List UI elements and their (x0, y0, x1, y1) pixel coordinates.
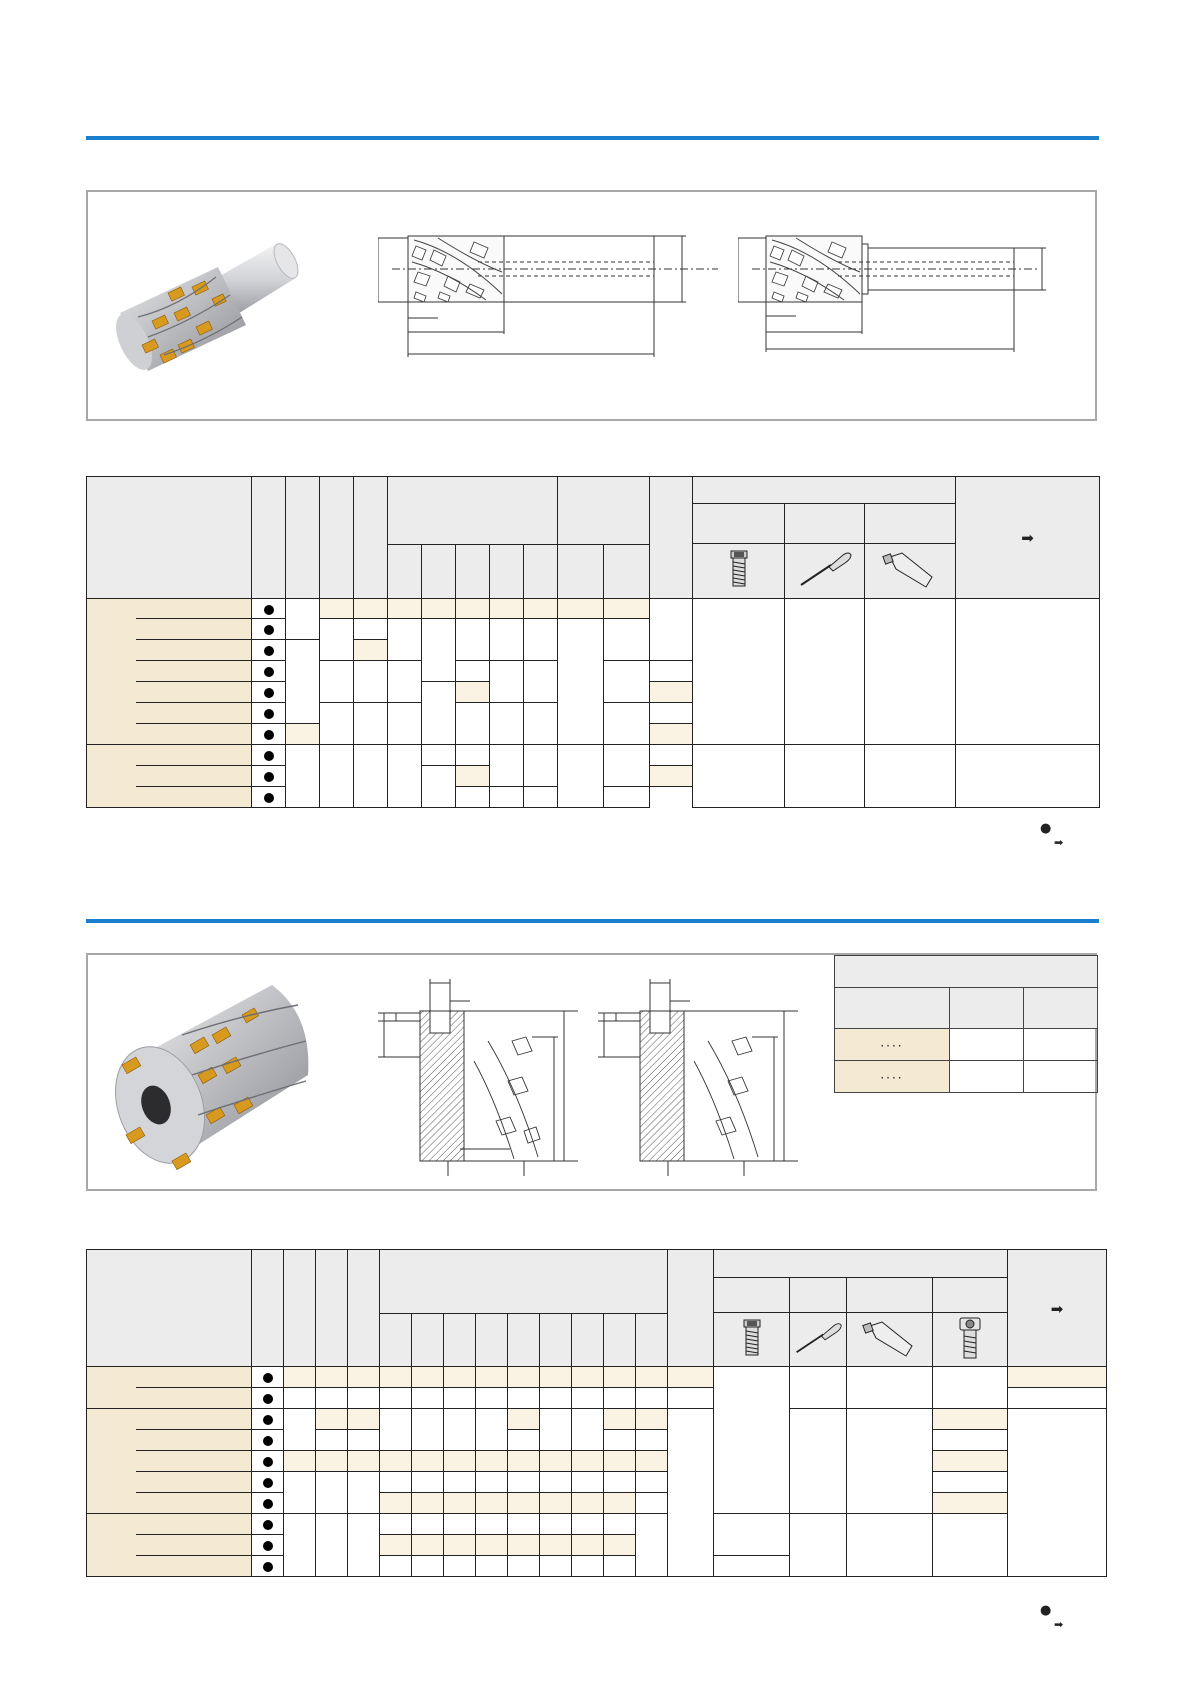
hdr2-reference (1008, 1250, 1107, 1367)
dim-table-row2-label (835, 1061, 950, 1093)
stock-dot (252, 1493, 284, 1514)
dim-table-hdr-2 (950, 988, 1024, 1029)
hdr2-stock (252, 1250, 284, 1367)
section1-rule (86, 136, 1099, 140)
shell-mill-drawing-1 (378, 971, 578, 1176)
hdr2-col-a (284, 1250, 316, 1367)
stock-dot (252, 1556, 284, 1577)
stock-dot (252, 1367, 284, 1388)
group-b-label (87, 745, 252, 808)
stock-dot (252, 599, 286, 619)
stock-dot (252, 787, 286, 808)
screwdriver-icon (793, 1318, 843, 1358)
reference-arrow-icon: ➡ (1050, 1299, 1064, 1318)
dim-table-hdr-3 (1024, 988, 1098, 1029)
stock-dot (252, 766, 286, 787)
grease-tube-icon (862, 1318, 918, 1358)
section2-spec-table (86, 1249, 1107, 1577)
shell-mill-photo (102, 965, 332, 1185)
stock-dot (252, 1514, 284, 1535)
insert-screw-icon (728, 549, 750, 589)
group2-a-label (87, 1367, 252, 1409)
insert-screw-icon-cell (693, 544, 785, 599)
hdr-parts (693, 477, 956, 504)
grease-tube-icon-cell (865, 544, 956, 599)
hdr2-parts (714, 1250, 1008, 1278)
stock-dot (252, 661, 286, 682)
grease-tube-icon-cell (847, 1313, 933, 1367)
stock-dot (252, 1388, 284, 1409)
cap-screw-icon (957, 1316, 983, 1360)
hdr2-designation (87, 1250, 252, 1367)
insert-screw-icon (741, 1318, 763, 1358)
section1-legend (1040, 822, 1080, 848)
stock-dot (252, 682, 286, 703)
dim-row2-dots: ···· (880, 1071, 904, 1085)
hdr2-dimensions (380, 1250, 668, 1314)
end-mill-drawing-straight-shank (378, 232, 723, 362)
shell-mill-drawing-2 (598, 971, 798, 1176)
stock-dot (252, 1535, 284, 1556)
screwdriver-icon-cell (790, 1313, 847, 1367)
hdr-grease (865, 504, 956, 544)
hdr-col-c (354, 477, 388, 599)
section1-figure-panel (86, 190, 1097, 421)
hdr-clamp-screw (693, 504, 785, 544)
screwdriver-icon (797, 549, 853, 589)
section2-rule (86, 919, 1099, 923)
hdr2-col-c (348, 1250, 380, 1367)
hdr2-bolt (933, 1278, 1008, 1313)
hdr-dimensions-2 (558, 477, 650, 545)
end-mill-drawing-reduced-shank (738, 232, 1083, 362)
hdr2-clamp-screw (714, 1278, 790, 1313)
hdr-col-b (320, 477, 354, 599)
hdr2-wrench (790, 1278, 847, 1313)
stock-dot (252, 1409, 284, 1430)
stock-dot (252, 1472, 284, 1493)
dim-table-row1-label (835, 1029, 950, 1061)
dim-table-hdr-1 (835, 988, 950, 1029)
hdr-wrench (785, 504, 865, 544)
grease-tube-icon (882, 549, 938, 589)
dim-table-title (835, 956, 1098, 988)
legend-stock-dot-icon: ● (1040, 821, 1052, 836)
arbor-dimension-table (834, 955, 1098, 1093)
screwdriver-icon-cell (785, 544, 865, 599)
cap-screw-icon-cell (933, 1313, 1008, 1367)
group-a-label (87, 599, 252, 745)
hdr-col-a (286, 477, 320, 599)
stock-dot (252, 724, 286, 745)
stock-dot (252, 745, 286, 766)
hdr-designation (87, 477, 252, 599)
hdr-dimensions (388, 477, 558, 545)
section2-legend (1040, 1604, 1080, 1630)
end-mill-photo (108, 237, 318, 377)
stock-dot (252, 1451, 284, 1472)
stock-dot (252, 1430, 284, 1451)
group2-b-label (87, 1409, 252, 1514)
reference-arrow-icon: ➡ (1021, 529, 1034, 547)
stock-dot (252, 640, 286, 661)
stock-dot (252, 703, 286, 724)
hdr-stock (252, 477, 286, 599)
legend-reference-arrow-icon: ➡ (1054, 836, 1064, 849)
dim-row1-dots: ···· (880, 1039, 904, 1053)
hdr-reference (956, 477, 1100, 599)
insert-screw-icon-cell (714, 1313, 790, 1367)
hdr2-grease (847, 1278, 933, 1313)
group2-c-label (87, 1514, 252, 1577)
legend-stock-dot-icon: ● (1040, 1603, 1052, 1618)
section2-figure-panel (86, 953, 1097, 1191)
hdr2-col-b (316, 1250, 348, 1367)
hdr2-weight (668, 1250, 714, 1367)
hdr-weight (650, 477, 693, 599)
stock-dot (252, 619, 286, 640)
legend-reference-arrow-icon: ➡ (1054, 1618, 1064, 1631)
section1-spec-table (86, 476, 1100, 808)
